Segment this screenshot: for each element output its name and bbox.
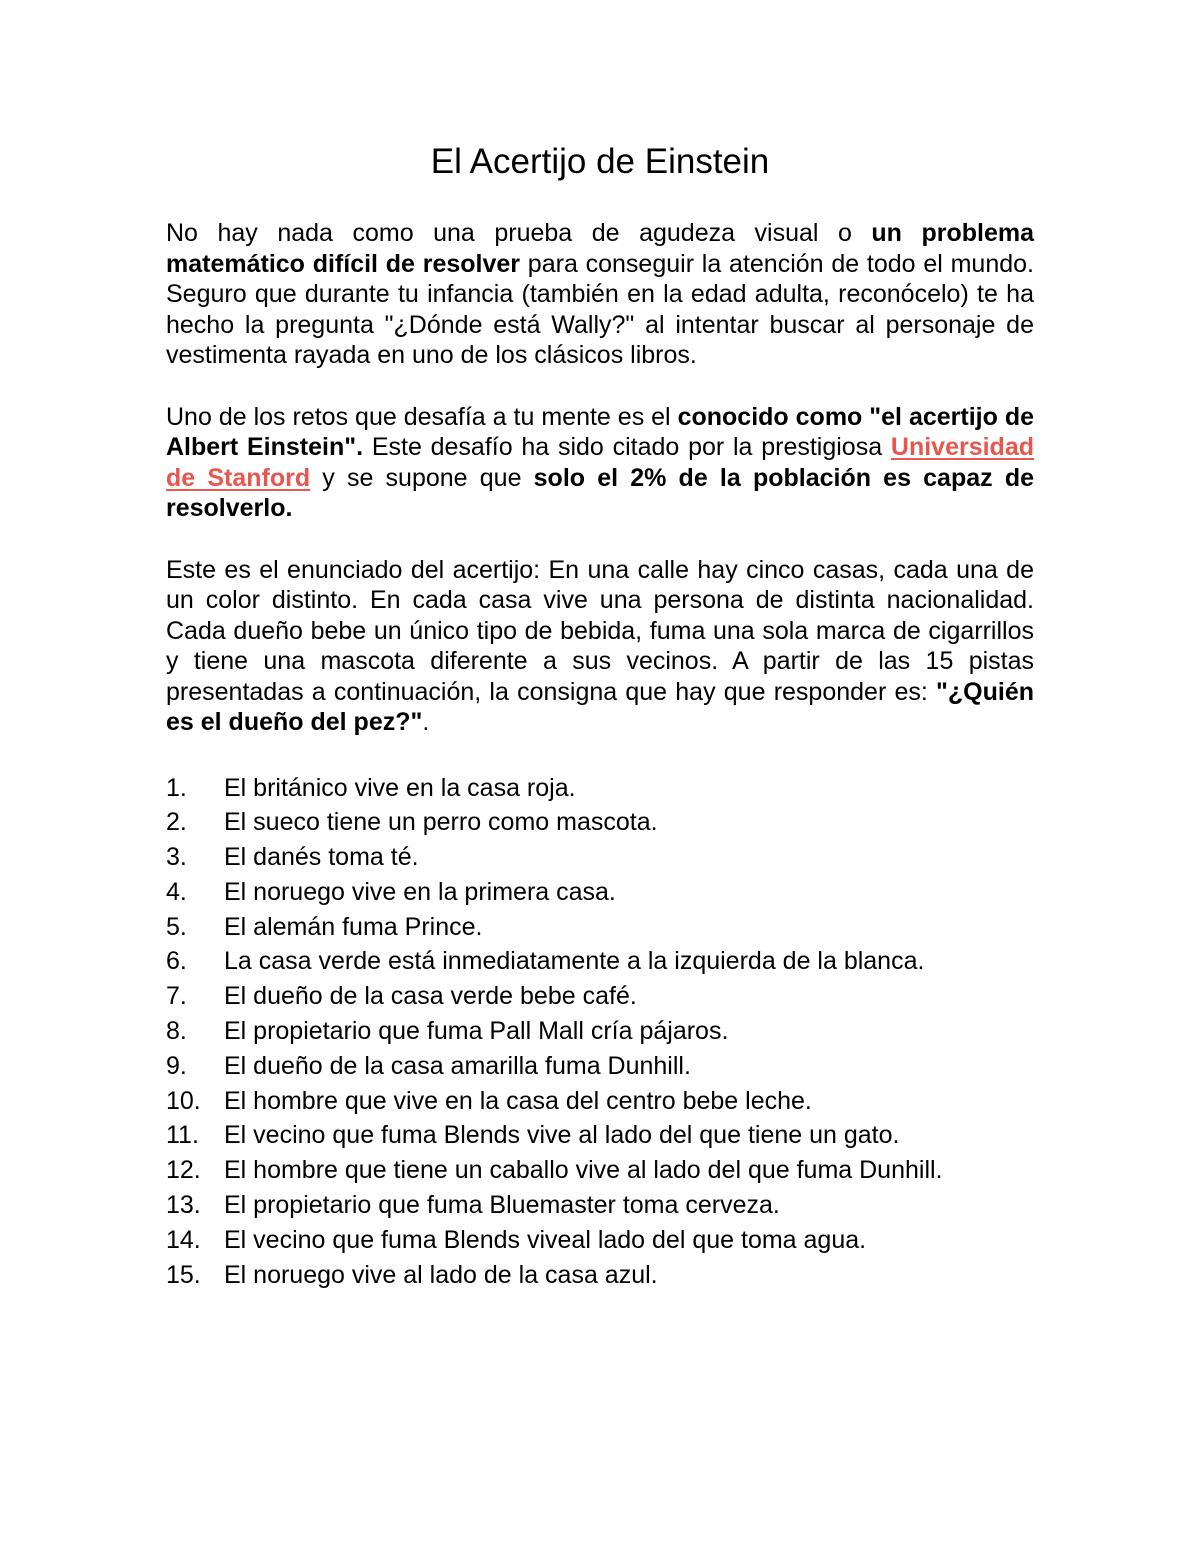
intro-text-2: para conseguir la atención de todo el mundo. Seguro que durante tu infancia (también en la edad adulta, reconócelo) te ha hecho la pregunta "¿Dónde está Wally?" al intentar buscar al personaje de vestimenta rayada en uno de los clásicos libros. [166,249,1034,369]
statement-text-2: . [422,708,430,736]
challenge-bold-2: solo el 2% de la población es capaz de resolverlo. [166,463,1034,522]
challenge-text-3: y se supone que [310,463,534,492]
clue-text: El vecino que fuma Blends viveal lado del que toma agua. [224,1225,867,1254]
clue-text: El dueño de la casa amarilla fuma Dunhill. [224,1051,691,1080]
clue-item [166,1258,1034,1293]
statement-paragraph [166,555,1034,738]
clue-text: El danés toma té. [224,843,419,872]
clue-number: 3. [166,843,187,872]
intro-text-1: No hay nada como una prueba de agudeza visual o [166,219,872,247]
clue-number: 1. [166,773,187,802]
clue-number: 7. [166,982,187,1011]
clue-item [166,979,1034,1014]
challenge-paragraph [166,402,1034,524]
clue-item [166,771,1034,806]
statement-text-1: Este es el enunciado del acertijo: En una calle hay cinco casas, cada una de un color distinto. En cada casa vive una persona de distinta nacionalidad. Cada dueño bebe un único tipo de bebida, fuma una sola marca de cigarrillos y tiene una mascota diferente a sus vecinos. A partir de las 15 pistas presentadas a continuación, la consigna que hay que responder es: [166,555,1034,706]
document-page [166,140,1034,1292]
clue-text: El dueño de la casa verde bebe café. [224,982,637,1011]
clue-text: El propietario que fuma Pall Mall cría pájaros. [224,1017,729,1046]
clue-number: 14. [166,1225,201,1254]
clue-item [166,1049,1034,1084]
clue-text: El alemán fuma Prince. [224,912,483,941]
clue-item [166,1153,1034,1188]
clue-item [166,1014,1034,1049]
clue-text: El británico vive en la casa roja. [224,773,576,802]
clue-item [166,910,1034,945]
clue-item [166,1118,1034,1153]
clue-text: El sueco tiene un perro como mascota. [224,808,658,837]
clue-item [166,875,1034,910]
clue-text: El vecino que fuma Blends vive al lado del que tiene un gato. [224,1121,900,1150]
clue-number: 15. [166,1260,201,1289]
statement-question: "¿Quién es el dueño del pez?" [166,677,1034,736]
clue-item [166,1223,1034,1258]
clue-item [166,840,1034,875]
intro-paragraph [166,218,1034,371]
clue-number: 13. [166,1191,201,1220]
clue-text: El noruego vive en la primera casa. [224,877,616,906]
clue-text: El noruego vive al lado de la casa azul. [224,1260,658,1289]
clue-number: 10. [166,1086,201,1115]
stanford-link[interactable]: Universidad de Stanford [166,433,1034,492]
clue-number: 4. [166,877,187,906]
clue-item [166,1084,1034,1119]
clue-number: 2. [166,808,187,837]
clue-text: El hombre que vive en la casa del centro bebe leche. [224,1086,812,1115]
clue-number: 11. [166,1121,199,1150]
clue-number: 6. [166,947,187,976]
clue-list [166,771,1034,1293]
clue-item [166,1188,1034,1223]
clue-item [166,944,1034,979]
clue-text: El hombre que tiene un caballo vive al lado del que fuma Dunhill. [224,1156,943,1185]
clue-text: La casa verde está inmediatamente a la izquierda de la blanca. [224,947,925,976]
challenge-bold-1: conocido como "el acertijo de Albert Einstein". [166,402,1035,461]
clue-number: 8. [166,1017,187,1046]
document-title: El Acertijo de Einstein [430,142,770,181]
intro-bold-1: un problema matemático difícil de resolver [166,219,1035,278]
clue-number: 9. [166,1051,187,1080]
clue-number: 12. [166,1156,201,1185]
challenge-text-2: Este desafío ha sido citado por la prestigiosa [363,433,891,461]
clue-number: 5. [166,912,187,941]
challenge-text-1: Uno de los retos que desafía a tu mente es el [166,402,678,431]
clue-text: El propietario que fuma Bluemaster toma cerveza. [224,1191,780,1220]
clue-item [166,805,1034,840]
